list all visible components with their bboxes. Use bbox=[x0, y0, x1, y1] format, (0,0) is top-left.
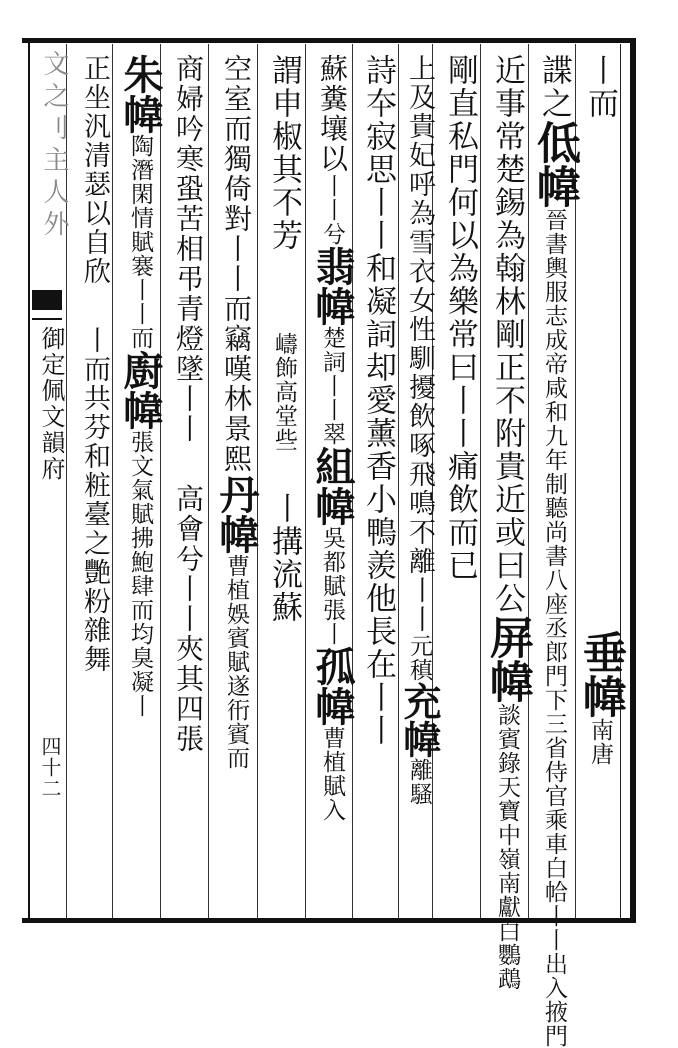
text-column-8 bbox=[264, 54, 304, 914]
entry-note: 曹植賦入 bbox=[319, 726, 345, 822]
column-text: 丨而 bbox=[582, 54, 618, 120]
entry-note: 嶹飾高堂些 bbox=[271, 332, 297, 452]
entry-heading: 充幃 bbox=[397, 682, 442, 758]
column-rule bbox=[480, 44, 481, 918]
column-text: 上及貴妃呼為雪衣女性馴擾飲啄飛鳴不離丨丨 bbox=[404, 54, 435, 634]
text-column-10 bbox=[168, 54, 208, 914]
column-text: 丨搆流蘇 bbox=[266, 492, 302, 624]
text-column-12 bbox=[74, 54, 114, 914]
entry-heading: 翡幃 bbox=[309, 246, 356, 326]
column-rule bbox=[160, 44, 161, 918]
column-rule bbox=[208, 44, 209, 918]
frame-top-border bbox=[22, 38, 636, 43]
text-column-2 bbox=[529, 54, 580, 1048]
entry-heading: 屏幃 bbox=[482, 615, 533, 703]
column-text: 丨而共芬和粧臺之艷粉雜舞 bbox=[79, 326, 110, 674]
column-text: 諜之 bbox=[536, 54, 572, 120]
text-column-3 bbox=[482, 54, 533, 991]
text-column-4 bbox=[440, 54, 480, 914]
column-text: 詩夲寂思丨丨和凝詞却愛薰香小鴨羨他長在丨丨 bbox=[360, 54, 396, 747]
text-column-7 bbox=[309, 54, 356, 914]
entry-heading: 丹幃 bbox=[213, 474, 260, 554]
column-text: 正坐汎清瑟以自欣 bbox=[79, 54, 110, 286]
entry-heading: 朱幃 bbox=[117, 54, 164, 134]
entry-heading: 孤幃 bbox=[309, 646, 356, 726]
frame-inner-right-border bbox=[620, 44, 621, 918]
column-rule bbox=[398, 44, 399, 918]
column-text: 蘇糞壤以 bbox=[316, 54, 349, 174]
entry-note: 曹植娛賓賦遂衎賓而 bbox=[223, 554, 249, 770]
margin-top-glyphs: 文之刂主人外 bbox=[39, 50, 69, 242]
entry-note: 吳都賦張丨 bbox=[319, 526, 345, 646]
entry-note: 南唐 bbox=[587, 718, 613, 766]
entry-note: 晉書輿服志成帝咸和九年制聽尚書八座丞郎門下三省侍官乘車白帢丨丨出入掖門 bbox=[541, 208, 567, 1048]
text-column-9 bbox=[213, 54, 260, 914]
entry-heading: 低幃 bbox=[529, 120, 580, 208]
column-text: 高會兮丨丨夾其四張 bbox=[172, 484, 205, 754]
fishtail-line bbox=[32, 318, 62, 320]
column-text: 近事常楚錫為翰林剛正不附貴近或曰公 bbox=[489, 54, 525, 615]
entry-heading: 廚幃 bbox=[117, 350, 164, 430]
frame-right-border bbox=[630, 38, 636, 923]
fishtail-mark bbox=[32, 290, 62, 310]
entry-heading: 組幃 bbox=[309, 446, 356, 526]
column-text: 謂申椒其不芳 bbox=[266, 54, 302, 252]
entry-note: 楚詞丨丨翠 bbox=[319, 326, 345, 446]
text-column-11 bbox=[117, 54, 164, 914]
entry-note: 張文氣賦拂鮑肆而均臭凝丨 bbox=[127, 430, 153, 718]
text-column-5 bbox=[397, 54, 442, 914]
entry-note: 陶潛閑情賦褰丨丨而 bbox=[127, 134, 153, 350]
column-text: 商婦吟寒蛩苦相弔青燈墜丨丨 bbox=[172, 54, 205, 444]
column-text: 剛直私門何以為樂常曰丨丨痛飲而已 bbox=[442, 54, 478, 582]
book-title: 御定佩文韻府 bbox=[37, 326, 65, 482]
column-text: 空室而獨倚對丨丨而竊嘆林景熙 bbox=[220, 54, 253, 474]
entry-heading: 垂幃 bbox=[575, 630, 626, 718]
column-rule bbox=[305, 44, 306, 918]
entry-note: 元稹 bbox=[406, 634, 432, 682]
text-column-1 bbox=[575, 54, 626, 914]
entry-note: 離騷 bbox=[406, 758, 432, 806]
entry-note: 丨丨兮 bbox=[319, 174, 345, 246]
entry-note: 談賓錄天寶中嶺南獻白鸚鵡 bbox=[494, 703, 520, 991]
text-column-6 bbox=[358, 54, 398, 914]
page-number: 四十二 bbox=[38, 736, 62, 799]
